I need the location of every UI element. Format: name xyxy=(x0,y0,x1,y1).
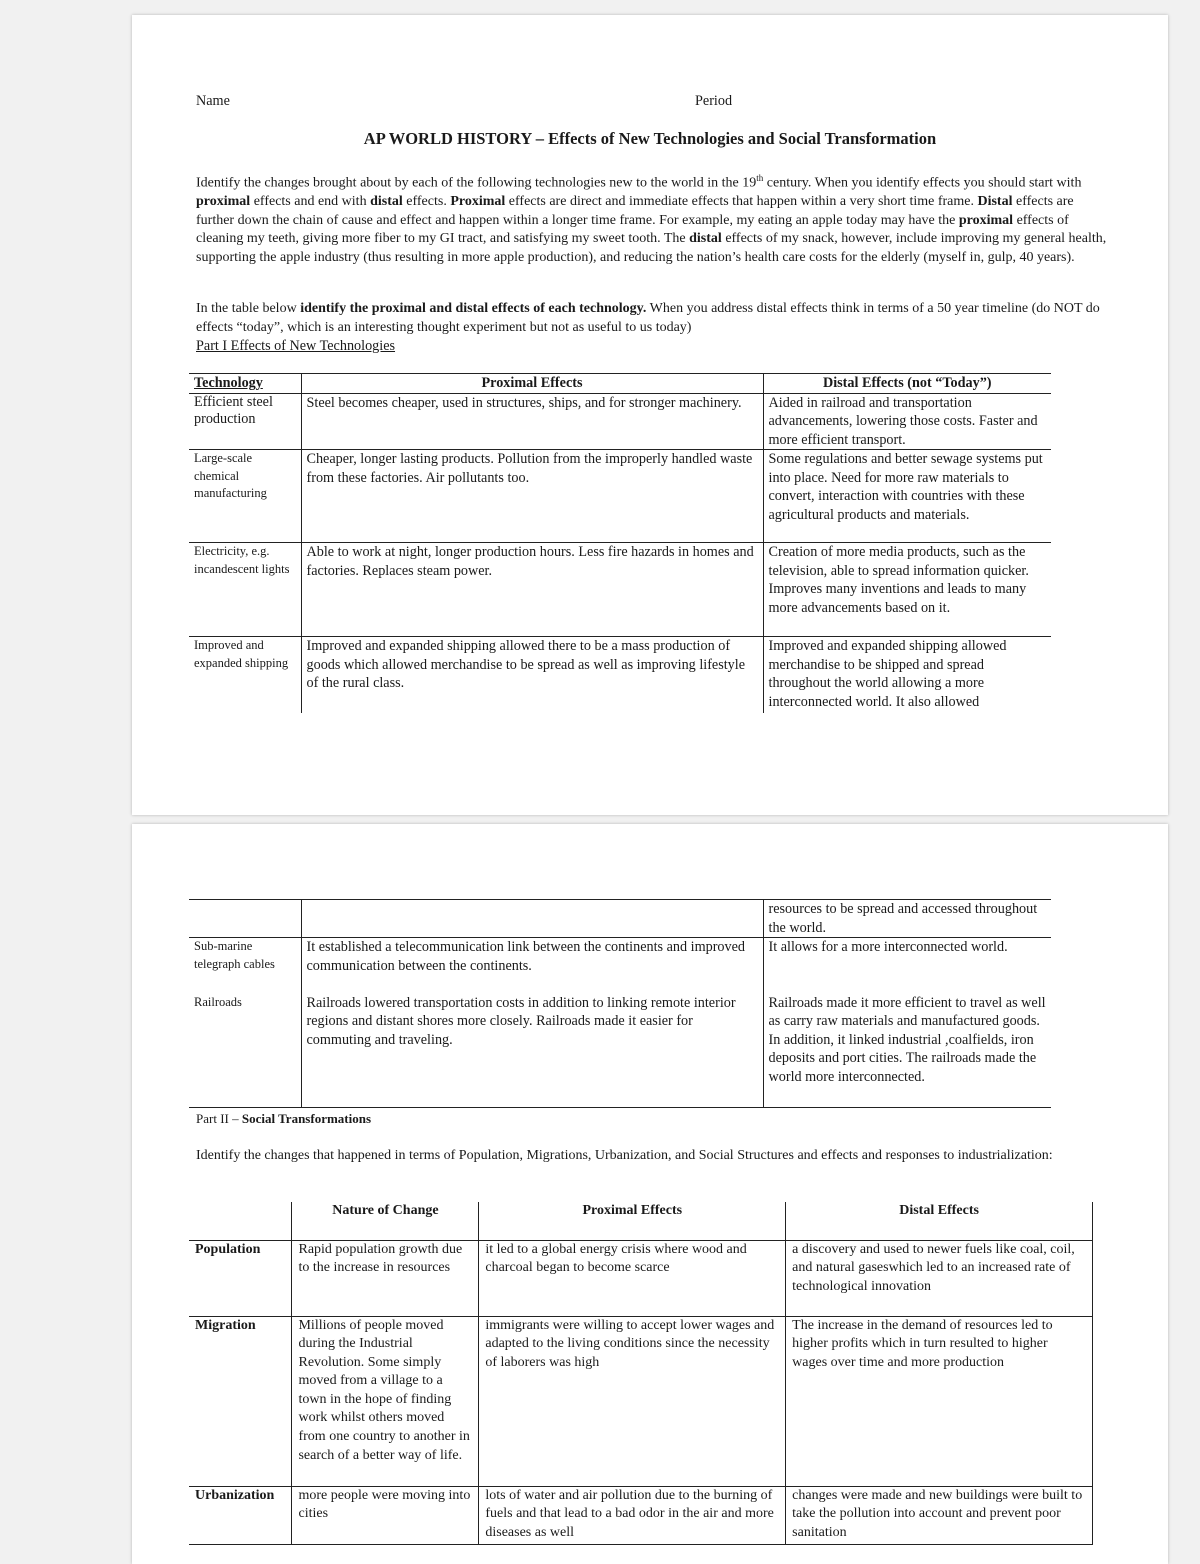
header-proximal-effects: Proximal Effects xyxy=(301,374,763,394)
part-2-heading: Part II – Social Transformations xyxy=(196,1111,372,1126)
technology-cell: Sub-marine telegraph cables xyxy=(189,938,301,994)
header-proximal-effects: Proximal Effects xyxy=(479,1202,786,1240)
row-label-migration: Migration xyxy=(189,1316,292,1486)
table-row xyxy=(189,994,1051,1108)
table-row xyxy=(189,450,1051,543)
proximal-cell: Steel becomes cheaper, used in structures, ships, and for stronger machinery. xyxy=(301,393,763,450)
header-technology: Technology xyxy=(189,374,301,394)
technology-cell: Improved and expanded shipping xyxy=(189,637,301,713)
distal-cell: Some regulations and better sewage systems put into place. Need for more raw materials to convert, interaction with countries with these agricultural products and materials. xyxy=(763,450,1051,543)
proximal-cell: lots of water and air pollution due to the burning of fuels and that lead to a bad odor in the air and more diseases as well xyxy=(479,1486,786,1544)
proximal-cell: Improved and expanded shipping allowed there to be a mass production of goods which allowed merchandise to be spread as well as improving lifestyle of the rural class. xyxy=(301,637,763,713)
distal-cell: Aided in railroad and transportation advancements, lowering those costs. Faster and more efficient transport. xyxy=(763,393,1051,450)
distal-cell: Creation of more media products, such as the television, able to spread information quicker. Improves many inventions and leads to many more advancements based on it. xyxy=(763,543,1051,637)
document-page-1 xyxy=(132,15,1168,815)
part-1-heading: Part I Effects of New Technologies xyxy=(196,338,396,354)
table-row xyxy=(189,900,1051,938)
table-header-row xyxy=(189,1202,1093,1240)
table-row xyxy=(189,938,1051,994)
document-title: AP WORLD HISTORY – Effects of New Technologies and Social Transformation xyxy=(363,129,937,148)
part-2-instructions: Identify the changes that happened in terms of Population, Migrations, Urbanization, and Social Structures and effects and responses to industrialization: xyxy=(196,1148,1053,1163)
technology-effects-table xyxy=(189,373,1051,713)
proximal-cell: Railroads lowered transportation costs in addition to linking remote interior regions and distant shores more closely. Railroads made it easier for commuting and traveling. xyxy=(301,994,763,1108)
nature-cell: Rapid population growth due to the increase in resources xyxy=(292,1240,479,1316)
proximal-cell: It established a telecommunication link between the continents and improved communication between the continents. xyxy=(301,938,763,994)
name-label: Name xyxy=(196,93,230,109)
document-page-2 xyxy=(132,824,1168,1564)
technology-cell: Efficient steel production xyxy=(189,393,301,450)
social-transformations-table xyxy=(189,1202,1093,1545)
table-row xyxy=(189,1486,1093,1544)
technology-cell xyxy=(189,900,301,938)
distal-cell: changes were made and new buildings were built to take the pollution into account and prevent poor sanitation xyxy=(786,1486,1093,1544)
table-header-row xyxy=(189,374,1051,394)
distal-cell: It allows for a more interconnected world. xyxy=(763,938,1051,994)
period-label: Period xyxy=(695,93,733,109)
table-row xyxy=(189,1240,1093,1316)
distal-cell: Railroads made it more efficient to travel as well as carry raw materials and manufactured goods. In addition, it linked industrial ,coalfields, iron deposits and port cities. The railroads made the world more interconnected. xyxy=(763,994,1051,1108)
table-row xyxy=(189,637,1051,713)
header-distal-effects: Distal Effects (not “Today”) xyxy=(763,374,1051,394)
header-distal-effects: Distal Effects xyxy=(786,1202,1093,1240)
table-row xyxy=(189,393,1051,450)
proximal-cell: immigrants were willing to accept lower wages and adapted to the living conditions since the necessity of laborers was high xyxy=(479,1316,786,1486)
distal-cell: a discovery and used to newer fuels like coal, coil, and natural gaseswhich led to an increased rate of technological innovation xyxy=(786,1240,1093,1316)
technology-cell: Electricity, e.g. incandescent lights xyxy=(189,543,301,637)
intro-paragraph-1: Identify the changes brought about by each of the following technologies new to the world in the 19th century. When you identify effects you should start with proximal effects and end with distal effects. Proximal effects are direct and immediate effects that happen within a very short time frame. Distal effects are further down the chain of cause and effect and happen within a longer time frame. For example, my eating an apple today may have the proximal effects of cleaning my teeth, giving more fiber to my GI tract, and satisfying my sweet tooth. The distal effects of my snack, however, include improving my general health, supporting the apple industry (thus resulting in more apple production), and reducing the nation’s health care costs for the elderly (myself in, gulp, 40 years). xyxy=(196,173,1107,266)
distal-cell: The increase in the demand of resources led to higher profits which in turn resulted to higher wages over time and more production xyxy=(786,1316,1093,1486)
technology-cell: Railroads xyxy=(189,994,301,1108)
intro-paragraph-2: In the table below identify the proximal and distal effects of each technology. When you address distal effects think in terms of a 50 year timeline (do NOT do effects “today”, which is an interesting thought experiment but not as useful to us today) xyxy=(196,301,1100,335)
row-label-urbanization: Urbanization xyxy=(189,1486,292,1544)
technology-cell: Large-scale chemical manufacturing xyxy=(189,450,301,543)
technology-effects-table-continued xyxy=(189,899,1051,1108)
nature-cell: more people were moving into cities xyxy=(292,1486,479,1544)
proximal-cell: Cheaper, longer lasting products. Pollution from the improperly handled waste from these factories. Air pollutants too. xyxy=(301,450,763,543)
header-nature-of-change: Nature of Change xyxy=(292,1202,479,1240)
distal-cell: resources to be spread and accessed throughout the world. xyxy=(763,900,1051,938)
table-row xyxy=(189,1316,1093,1486)
proximal-cell: Able to work at night, longer production hours. Less fire hazards in homes and factories. Replaces steam power. xyxy=(301,543,763,637)
distal-cell: Improved and expanded shipping allowed merchandise to be shipped and spread throughout the world allowing a more interconnected world. It also allowed xyxy=(763,637,1051,713)
nature-cell: Millions of people moved during the Industrial Revolution. Some simply moved from a village to a town in the hope of finding work whilst others moved from one country to another in search of a better way of life. xyxy=(292,1316,479,1486)
header-blank xyxy=(189,1202,292,1240)
proximal-cell xyxy=(301,900,763,938)
proximal-cell: it led to a global energy crisis where wood and charcoal began to become scarce xyxy=(479,1240,786,1316)
row-label-population: Population xyxy=(189,1240,292,1316)
table-row xyxy=(189,543,1051,637)
